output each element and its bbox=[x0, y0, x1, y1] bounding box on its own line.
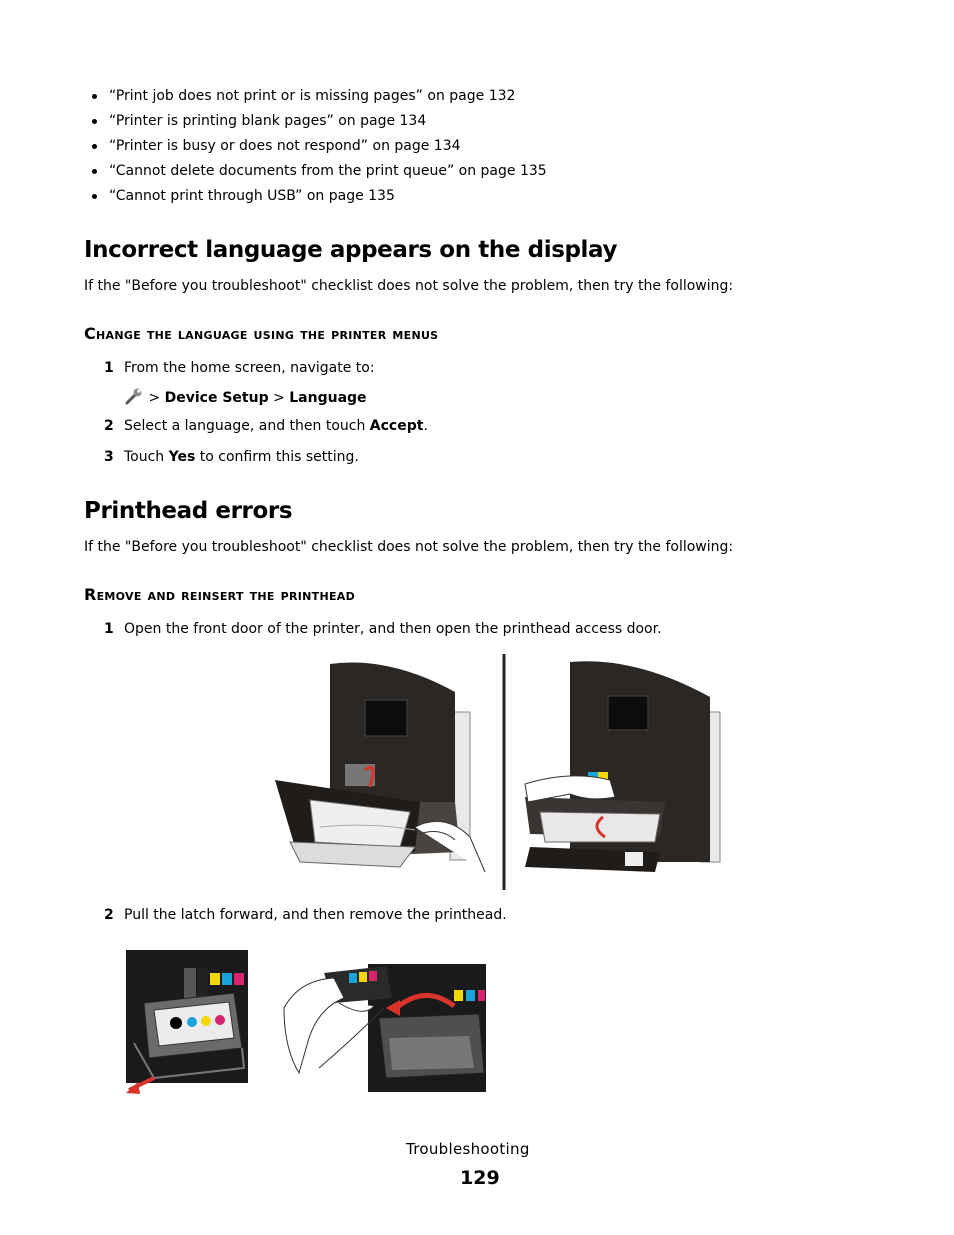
step-2 bbox=[104, 907, 804, 927]
printer-front-door-image bbox=[275, 663, 485, 872]
link-text[interactable]: “Cannot delete documents from the print queue” on page 135 bbox=[109, 163, 547, 179]
step-2: 2 Select a language, and then touch Accept. bbox=[104, 418, 428, 434]
step-1 bbox=[104, 360, 704, 380]
bullet-icon bbox=[92, 94, 97, 99]
menu-path: > Device Setup > Language bbox=[124, 386, 367, 408]
yes-label: Yes bbox=[168, 449, 196, 465]
list-item[interactable] bbox=[92, 109, 792, 134]
link-text[interactable]: “Printer is printing blank pages” on page 134 bbox=[109, 113, 427, 129]
step-number: 1 bbox=[104, 360, 114, 376]
list-item[interactable] bbox=[92, 134, 792, 159]
menu-item-language: Language bbox=[289, 390, 367, 406]
step-number: 1 bbox=[104, 621, 114, 637]
list-item[interactable] bbox=[92, 159, 792, 184]
bullet-icon bbox=[92, 169, 97, 174]
step-number: 2 bbox=[104, 907, 114, 923]
bullet-icon bbox=[92, 119, 97, 124]
subheading-remove-printhead: Remove and reinsert the printhead bbox=[84, 585, 356, 604]
step-number: 3 bbox=[104, 449, 114, 465]
printhead-lift-image bbox=[284, 964, 486, 1092]
printer-access-door-image bbox=[525, 661, 720, 872]
step-text: Open the front door of the printer, and then open the printhead access door. bbox=[124, 621, 662, 637]
step-3: 3 Touch Yes to confirm this setting. bbox=[104, 449, 359, 465]
section-heading-printhead: Printhead errors bbox=[84, 498, 293, 524]
printer-door-illustration bbox=[270, 652, 730, 894]
page-number: 129 bbox=[460, 1167, 500, 1189]
menu-item-device-setup: Device Setup bbox=[164, 390, 269, 406]
related-topics-list bbox=[92, 84, 792, 209]
list-item[interactable] bbox=[92, 84, 792, 109]
link-text[interactable]: “Cannot print through USB” on page 135 bbox=[109, 188, 395, 204]
step-number: 2 bbox=[104, 418, 114, 434]
accept-label: Accept bbox=[369, 418, 424, 434]
footer-section-label: Troubleshooting bbox=[406, 1140, 530, 1158]
list-item[interactable] bbox=[92, 184, 792, 209]
wrench-icon bbox=[124, 386, 144, 406]
step-text: Pull the latch forward, and then remove the printhead. bbox=[124, 907, 507, 923]
step-text: From the home screen, navigate to: bbox=[124, 360, 375, 376]
section-intro: If the "Before you troubleshoot" checklist does not solve the problem, then try the following: bbox=[84, 278, 734, 294]
bullet-icon bbox=[92, 144, 97, 149]
latch-forward-image bbox=[126, 950, 248, 1094]
section-heading-language: Incorrect language appears on the display bbox=[84, 237, 618, 263]
step-1 bbox=[104, 621, 804, 641]
subheading-change-language: Change the language using the printer menus bbox=[84, 324, 439, 343]
link-text[interactable]: “Printer is busy or does not respond” on page 134 bbox=[109, 138, 461, 154]
link-text[interactable]: “Print job does not print or is missing pages” on page 132 bbox=[109, 88, 516, 104]
section-intro: If the "Before you troubleshoot" checklist does not solve the problem, then try the following: bbox=[84, 539, 734, 555]
printhead-removal-illustration bbox=[124, 948, 494, 1098]
bullet-icon bbox=[92, 194, 97, 199]
